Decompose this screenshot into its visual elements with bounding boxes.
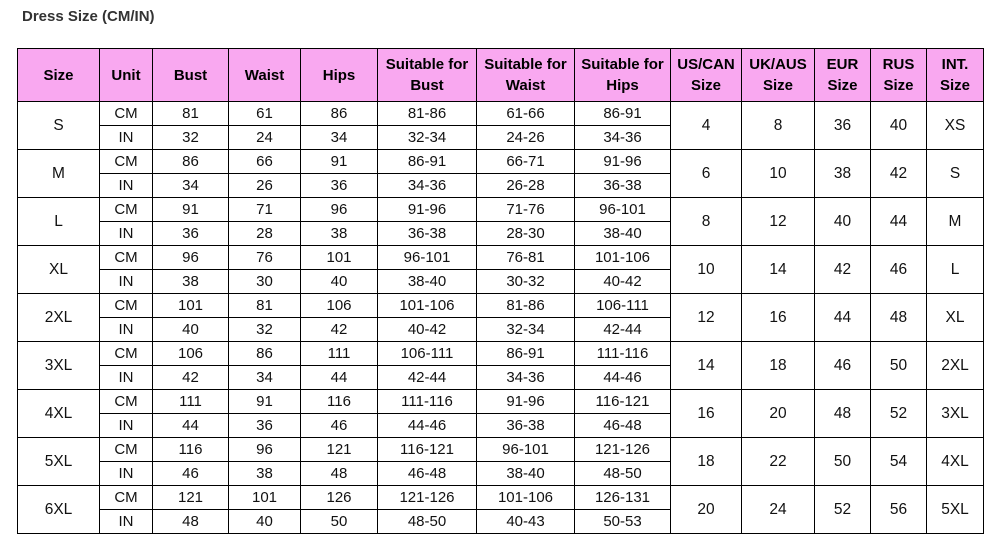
bust-cell: 40 — [153, 318, 229, 342]
hips-cell: 44 — [301, 366, 378, 390]
waist-cell: 38 — [229, 462, 301, 486]
uk-aus-size-cell: 20 — [742, 390, 815, 438]
header-size: Size — [18, 49, 100, 102]
table-row — [18, 390, 984, 414]
suitable-waist-cell: 32-34 — [477, 318, 575, 342]
hips-cell: 38 — [301, 222, 378, 246]
bust-cell: 38 — [153, 270, 229, 294]
suitable-hips-cell: 101-106 — [575, 246, 671, 270]
suitable-hips-cell: 40-42 — [575, 270, 671, 294]
size-cell: 4XL — [18, 390, 100, 438]
waist-cell: 32 — [229, 318, 301, 342]
table-row — [18, 294, 984, 318]
waist-cell: 91 — [229, 390, 301, 414]
size-cell: L — [18, 198, 100, 246]
header-rus-size: RUS Size — [871, 49, 927, 102]
suitable-waist-cell: 38-40 — [477, 462, 575, 486]
bust-cell: 44 — [153, 414, 229, 438]
waist-cell: 66 — [229, 150, 301, 174]
bust-cell: 32 — [153, 126, 229, 150]
suitable-bust-cell: 91-96 — [378, 198, 477, 222]
unit-cell: IN — [100, 174, 153, 198]
eur-size-cell: 38 — [815, 150, 871, 198]
suitable-waist-cell: 61-66 — [477, 102, 575, 126]
int-size-cell: M — [927, 198, 984, 246]
hips-cell: 91 — [301, 150, 378, 174]
unit-cell: IN — [100, 270, 153, 294]
waist-cell: 40 — [229, 510, 301, 534]
eur-size-cell: 50 — [815, 438, 871, 486]
int-size-cell: 2XL — [927, 342, 984, 390]
us-can-size-cell: 8 — [671, 198, 742, 246]
dress-size-table — [17, 48, 984, 534]
unit-cell: IN — [100, 414, 153, 438]
bust-cell: 36 — [153, 222, 229, 246]
bust-cell: 111 — [153, 390, 229, 414]
suitable-waist-cell: 66-71 — [477, 150, 575, 174]
uk-aus-size-cell: 16 — [742, 294, 815, 342]
suitable-hips-cell: 36-38 — [575, 174, 671, 198]
suitable-hips-cell: 86-91 — [575, 102, 671, 126]
unit-cell: CM — [100, 294, 153, 318]
suitable-waist-cell: 24-26 — [477, 126, 575, 150]
suitable-bust-cell: 44-46 — [378, 414, 477, 438]
page-title: Dress Size (CM/IN) — [22, 8, 155, 25]
rus-size-cell: 54 — [871, 438, 927, 486]
waist-cell: 71 — [229, 198, 301, 222]
eur-size-cell: 40 — [815, 198, 871, 246]
bust-cell: 48 — [153, 510, 229, 534]
header-suitable-waist: Suitable for Waist — [477, 49, 575, 102]
suitable-waist-cell: 71-76 — [477, 198, 575, 222]
unit-cell: CM — [100, 438, 153, 462]
int-size-cell: XL — [927, 294, 984, 342]
unit-cell: CM — [100, 486, 153, 510]
table-row — [18, 198, 984, 222]
suitable-waist-cell: 36-38 — [477, 414, 575, 438]
suitable-waist-cell: 76-81 — [477, 246, 575, 270]
rus-size-cell: 52 — [871, 390, 927, 438]
waist-cell: 24 — [229, 126, 301, 150]
suitable-hips-cell: 48-50 — [575, 462, 671, 486]
table-row — [18, 342, 984, 366]
suitable-bust-cell: 46-48 — [378, 462, 477, 486]
suitable-bust-cell: 81-86 — [378, 102, 477, 126]
uk-aus-size-cell: 12 — [742, 198, 815, 246]
eur-size-cell: 44 — [815, 294, 871, 342]
bust-cell: 46 — [153, 462, 229, 486]
waist-cell: 26 — [229, 174, 301, 198]
unit-cell: CM — [100, 150, 153, 174]
unit-cell: IN — [100, 462, 153, 486]
suitable-bust-cell: 40-42 — [378, 318, 477, 342]
suitable-hips-cell: 50-53 — [575, 510, 671, 534]
waist-cell: 34 — [229, 366, 301, 390]
header-suitable-bust: Suitable for Bust — [378, 49, 477, 102]
suitable-bust-cell: 86-91 — [378, 150, 477, 174]
suitable-bust-cell: 101-106 — [378, 294, 477, 318]
uk-aus-size-cell: 14 — [742, 246, 815, 294]
suitable-hips-cell: 126-131 — [575, 486, 671, 510]
hips-cell: 36 — [301, 174, 378, 198]
suitable-hips-cell: 42-44 — [575, 318, 671, 342]
hips-cell: 40 — [301, 270, 378, 294]
uk-aus-size-cell: 22 — [742, 438, 815, 486]
eur-size-cell: 42 — [815, 246, 871, 294]
eur-size-cell: 36 — [815, 102, 871, 150]
suitable-bust-cell: 42-44 — [378, 366, 477, 390]
header-int-size: INT. Size — [927, 49, 984, 102]
suitable-waist-cell: 101-106 — [477, 486, 575, 510]
uk-aus-size-cell: 10 — [742, 150, 815, 198]
suitable-bust-cell: 32-34 — [378, 126, 477, 150]
suitable-bust-cell: 121-126 — [378, 486, 477, 510]
eur-size-cell: 52 — [815, 486, 871, 534]
uk-aus-size-cell: 18 — [742, 342, 815, 390]
unit-cell: CM — [100, 246, 153, 270]
int-size-cell: XS — [927, 102, 984, 150]
bust-cell: 42 — [153, 366, 229, 390]
suitable-waist-cell: 28-30 — [477, 222, 575, 246]
unit-cell: IN — [100, 366, 153, 390]
bust-cell: 91 — [153, 198, 229, 222]
table-row — [18, 246, 984, 270]
header-bust: Bust — [153, 49, 229, 102]
suitable-waist-cell: 86-91 — [477, 342, 575, 366]
suitable-waist-cell: 40-43 — [477, 510, 575, 534]
suitable-hips-cell: 116-121 — [575, 390, 671, 414]
suitable-bust-cell: 48-50 — [378, 510, 477, 534]
bust-cell: 86 — [153, 150, 229, 174]
us-can-size-cell: 12 — [671, 294, 742, 342]
suitable-bust-cell: 34-36 — [378, 174, 477, 198]
uk-aus-size-cell: 24 — [742, 486, 815, 534]
hips-cell: 111 — [301, 342, 378, 366]
hips-cell: 106 — [301, 294, 378, 318]
us-can-size-cell: 18 — [671, 438, 742, 486]
unit-cell: CM — [100, 102, 153, 126]
waist-cell: 86 — [229, 342, 301, 366]
us-can-size-cell: 16 — [671, 390, 742, 438]
size-cell: 5XL — [18, 438, 100, 486]
suitable-bust-cell: 96-101 — [378, 246, 477, 270]
suitable-waist-cell: 91-96 — [477, 390, 575, 414]
header-waist: Waist — [229, 49, 301, 102]
hips-cell: 50 — [301, 510, 378, 534]
waist-cell: 61 — [229, 102, 301, 126]
table-row — [18, 150, 984, 174]
table-row — [18, 486, 984, 510]
unit-cell: IN — [100, 126, 153, 150]
rus-size-cell: 42 — [871, 150, 927, 198]
header-suitable-hips: Suitable for Hips — [575, 49, 671, 102]
waist-cell: 96 — [229, 438, 301, 462]
us-can-size-cell: 20 — [671, 486, 742, 534]
header-hips: Hips — [301, 49, 378, 102]
size-cell: 2XL — [18, 294, 100, 342]
header-uk-aus-size: UK/AUS Size — [742, 49, 815, 102]
waist-cell: 36 — [229, 414, 301, 438]
hips-cell: 42 — [301, 318, 378, 342]
suitable-hips-cell: 121-126 — [575, 438, 671, 462]
uk-aus-size-cell: 8 — [742, 102, 815, 150]
suitable-hips-cell: 111-116 — [575, 342, 671, 366]
waist-cell: 81 — [229, 294, 301, 318]
unit-cell: CM — [100, 198, 153, 222]
rus-size-cell: 50 — [871, 342, 927, 390]
hips-cell: 46 — [301, 414, 378, 438]
hips-cell: 101 — [301, 246, 378, 270]
hips-cell: 48 — [301, 462, 378, 486]
header-row — [18, 49, 984, 102]
suitable-bust-cell: 106-111 — [378, 342, 477, 366]
table-row — [18, 102, 984, 126]
suitable-waist-cell: 26-28 — [477, 174, 575, 198]
bust-cell: 81 — [153, 102, 229, 126]
suitable-hips-cell: 34-36 — [575, 126, 671, 150]
header-unit: Unit — [100, 49, 153, 102]
header-eur-size: EUR Size — [815, 49, 871, 102]
bust-cell: 106 — [153, 342, 229, 366]
unit-cell: IN — [100, 222, 153, 246]
size-cell: XL — [18, 246, 100, 294]
unit-cell: CM — [100, 390, 153, 414]
rus-size-cell: 56 — [871, 486, 927, 534]
int-size-cell: L — [927, 246, 984, 294]
suitable-hips-cell: 91-96 — [575, 150, 671, 174]
rus-size-cell: 48 — [871, 294, 927, 342]
suitable-bust-cell: 116-121 — [378, 438, 477, 462]
size-cell: 3XL — [18, 342, 100, 390]
bust-cell: 116 — [153, 438, 229, 462]
waist-cell: 101 — [229, 486, 301, 510]
size-cell: M — [18, 150, 100, 198]
suitable-hips-cell: 38-40 — [575, 222, 671, 246]
us-can-size-cell: 4 — [671, 102, 742, 150]
suitable-waist-cell: 81-86 — [477, 294, 575, 318]
eur-size-cell: 46 — [815, 342, 871, 390]
suitable-waist-cell: 30-32 — [477, 270, 575, 294]
us-can-size-cell: 10 — [671, 246, 742, 294]
unit-cell: CM — [100, 342, 153, 366]
size-cell: 6XL — [18, 486, 100, 534]
waist-cell: 76 — [229, 246, 301, 270]
int-size-cell: S — [927, 150, 984, 198]
waist-cell: 28 — [229, 222, 301, 246]
hips-cell: 116 — [301, 390, 378, 414]
hips-cell: 34 — [301, 126, 378, 150]
hips-cell: 86 — [301, 102, 378, 126]
suitable-hips-cell: 46-48 — [575, 414, 671, 438]
waist-cell: 30 — [229, 270, 301, 294]
int-size-cell: 3XL — [927, 390, 984, 438]
suitable-bust-cell: 36-38 — [378, 222, 477, 246]
table-row — [18, 438, 984, 462]
unit-cell: IN — [100, 510, 153, 534]
hips-cell: 96 — [301, 198, 378, 222]
size-cell: S — [18, 102, 100, 150]
us-can-size-cell: 6 — [671, 150, 742, 198]
unit-cell: IN — [100, 318, 153, 342]
eur-size-cell: 48 — [815, 390, 871, 438]
rus-size-cell: 40 — [871, 102, 927, 150]
rus-size-cell: 44 — [871, 198, 927, 246]
bust-cell: 34 — [153, 174, 229, 198]
hips-cell: 121 — [301, 438, 378, 462]
bust-cell: 96 — [153, 246, 229, 270]
rus-size-cell: 46 — [871, 246, 927, 294]
int-size-cell: 5XL — [927, 486, 984, 534]
us-can-size-cell: 14 — [671, 342, 742, 390]
suitable-waist-cell: 96-101 — [477, 438, 575, 462]
hips-cell: 126 — [301, 486, 378, 510]
header-us-can-size: US/CAN Size — [671, 49, 742, 102]
suitable-hips-cell: 44-46 — [575, 366, 671, 390]
suitable-hips-cell: 106-111 — [575, 294, 671, 318]
int-size-cell: 4XL — [927, 438, 984, 486]
suitable-bust-cell: 38-40 — [378, 270, 477, 294]
bust-cell: 101 — [153, 294, 229, 318]
suitable-waist-cell: 34-36 — [477, 366, 575, 390]
bust-cell: 121 — [153, 486, 229, 510]
suitable-bust-cell: 111-116 — [378, 390, 477, 414]
suitable-hips-cell: 96-101 — [575, 198, 671, 222]
